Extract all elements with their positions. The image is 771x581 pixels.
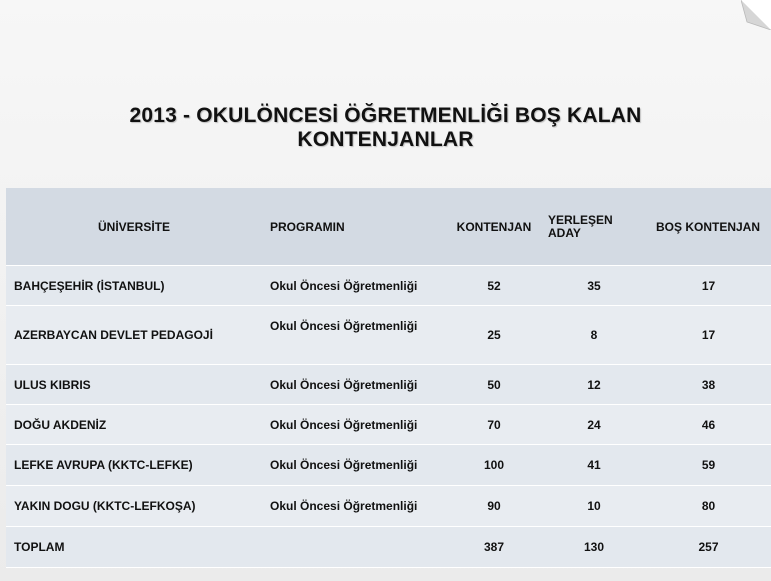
cell-yerlesen: 10 bbox=[542, 486, 646, 527]
cell-bos: 17 bbox=[646, 306, 771, 365]
page-title bbox=[0, 104, 771, 152]
cell-program: Okul Öncesi Öğretmenliği bbox=[262, 365, 446, 405]
header-universite: ÜNİVERSİTE bbox=[6, 188, 262, 266]
header-program: PROGRAMIN bbox=[262, 188, 446, 266]
total-kontenjan: 387 bbox=[446, 527, 542, 568]
cell-universite: BAHÇEŞEHİR (İSTANBUL) bbox=[6, 266, 262, 306]
total-yerlesen: 130 bbox=[542, 527, 646, 568]
cell-yerlesen: 12 bbox=[542, 365, 646, 405]
table-total-row bbox=[6, 527, 771, 568]
cell-universite: YAKIN DOGU (KKTC-LEFKOŞA) bbox=[6, 486, 262, 527]
cell-bos: 80 bbox=[646, 486, 771, 527]
table-row bbox=[6, 445, 771, 486]
table-row bbox=[6, 405, 771, 445]
cell-bos: 17 bbox=[646, 266, 771, 306]
total-bos: 257 bbox=[646, 527, 771, 568]
cell-program: Okul Öncesi Öğretmenliği bbox=[262, 405, 446, 445]
header-yerlesen-aday: YERLEŞEN ADAY bbox=[542, 188, 646, 266]
table-header-row bbox=[6, 188, 771, 266]
cell-universite: LEFKE AVRUPA (KKTC-LEFKE) bbox=[6, 445, 262, 486]
page-title-line-2: KONTENJANLAR bbox=[297, 128, 474, 151]
total-label: TOPLAM bbox=[6, 527, 262, 568]
cell-universite: DOĞU AKDENİZ bbox=[6, 405, 262, 445]
table-row bbox=[6, 266, 771, 306]
cell-program: Okul Öncesi Öğretmenliği bbox=[262, 486, 446, 527]
cell-program: Okul Öncesi Öğretmenliği bbox=[262, 306, 446, 365]
total-program-empty bbox=[262, 527, 446, 568]
table-row bbox=[6, 306, 771, 365]
cell-yerlesen: 8 bbox=[542, 306, 646, 365]
cell-universite: ULUS KIBRIS bbox=[6, 365, 262, 405]
cell-yerlesen: 35 bbox=[542, 266, 646, 306]
cell-bos: 59 bbox=[646, 445, 771, 486]
table-row bbox=[6, 486, 771, 527]
cell-yerlesen: 41 bbox=[542, 445, 646, 486]
header-kontenjan: KONTENJAN bbox=[446, 188, 542, 266]
cell-kontenjan: 52 bbox=[446, 266, 542, 306]
cell-kontenjan: 50 bbox=[446, 365, 542, 405]
cell-kontenjan: 70 bbox=[446, 405, 542, 445]
cell-yerlesen: 24 bbox=[542, 405, 646, 445]
cell-bos: 38 bbox=[646, 365, 771, 405]
page-title-line-1: 2013 - OKULÖNCESİ ÖĞRETMENLİĞİ BOŞ KALAN bbox=[129, 104, 642, 127]
quota-table bbox=[6, 188, 771, 568]
cell-kontenjan: 25 bbox=[446, 306, 542, 365]
cell-universite: AZERBAYCAN DEVLET PEDAGOJİ bbox=[6, 306, 262, 365]
cell-program: Okul Öncesi Öğretmenliği bbox=[262, 445, 446, 486]
page-curl-icon bbox=[741, 0, 771, 30]
cell-kontenjan: 90 bbox=[446, 486, 542, 527]
cell-bos: 46 bbox=[646, 405, 771, 445]
quota-table-container bbox=[6, 188, 771, 568]
cell-program: Okul Öncesi Öğretmenliği bbox=[262, 266, 446, 306]
table-row bbox=[6, 365, 771, 405]
header-bos-kontenjan: BOŞ KONTENJAN bbox=[646, 188, 771, 266]
cell-kontenjan: 100 bbox=[446, 445, 542, 486]
